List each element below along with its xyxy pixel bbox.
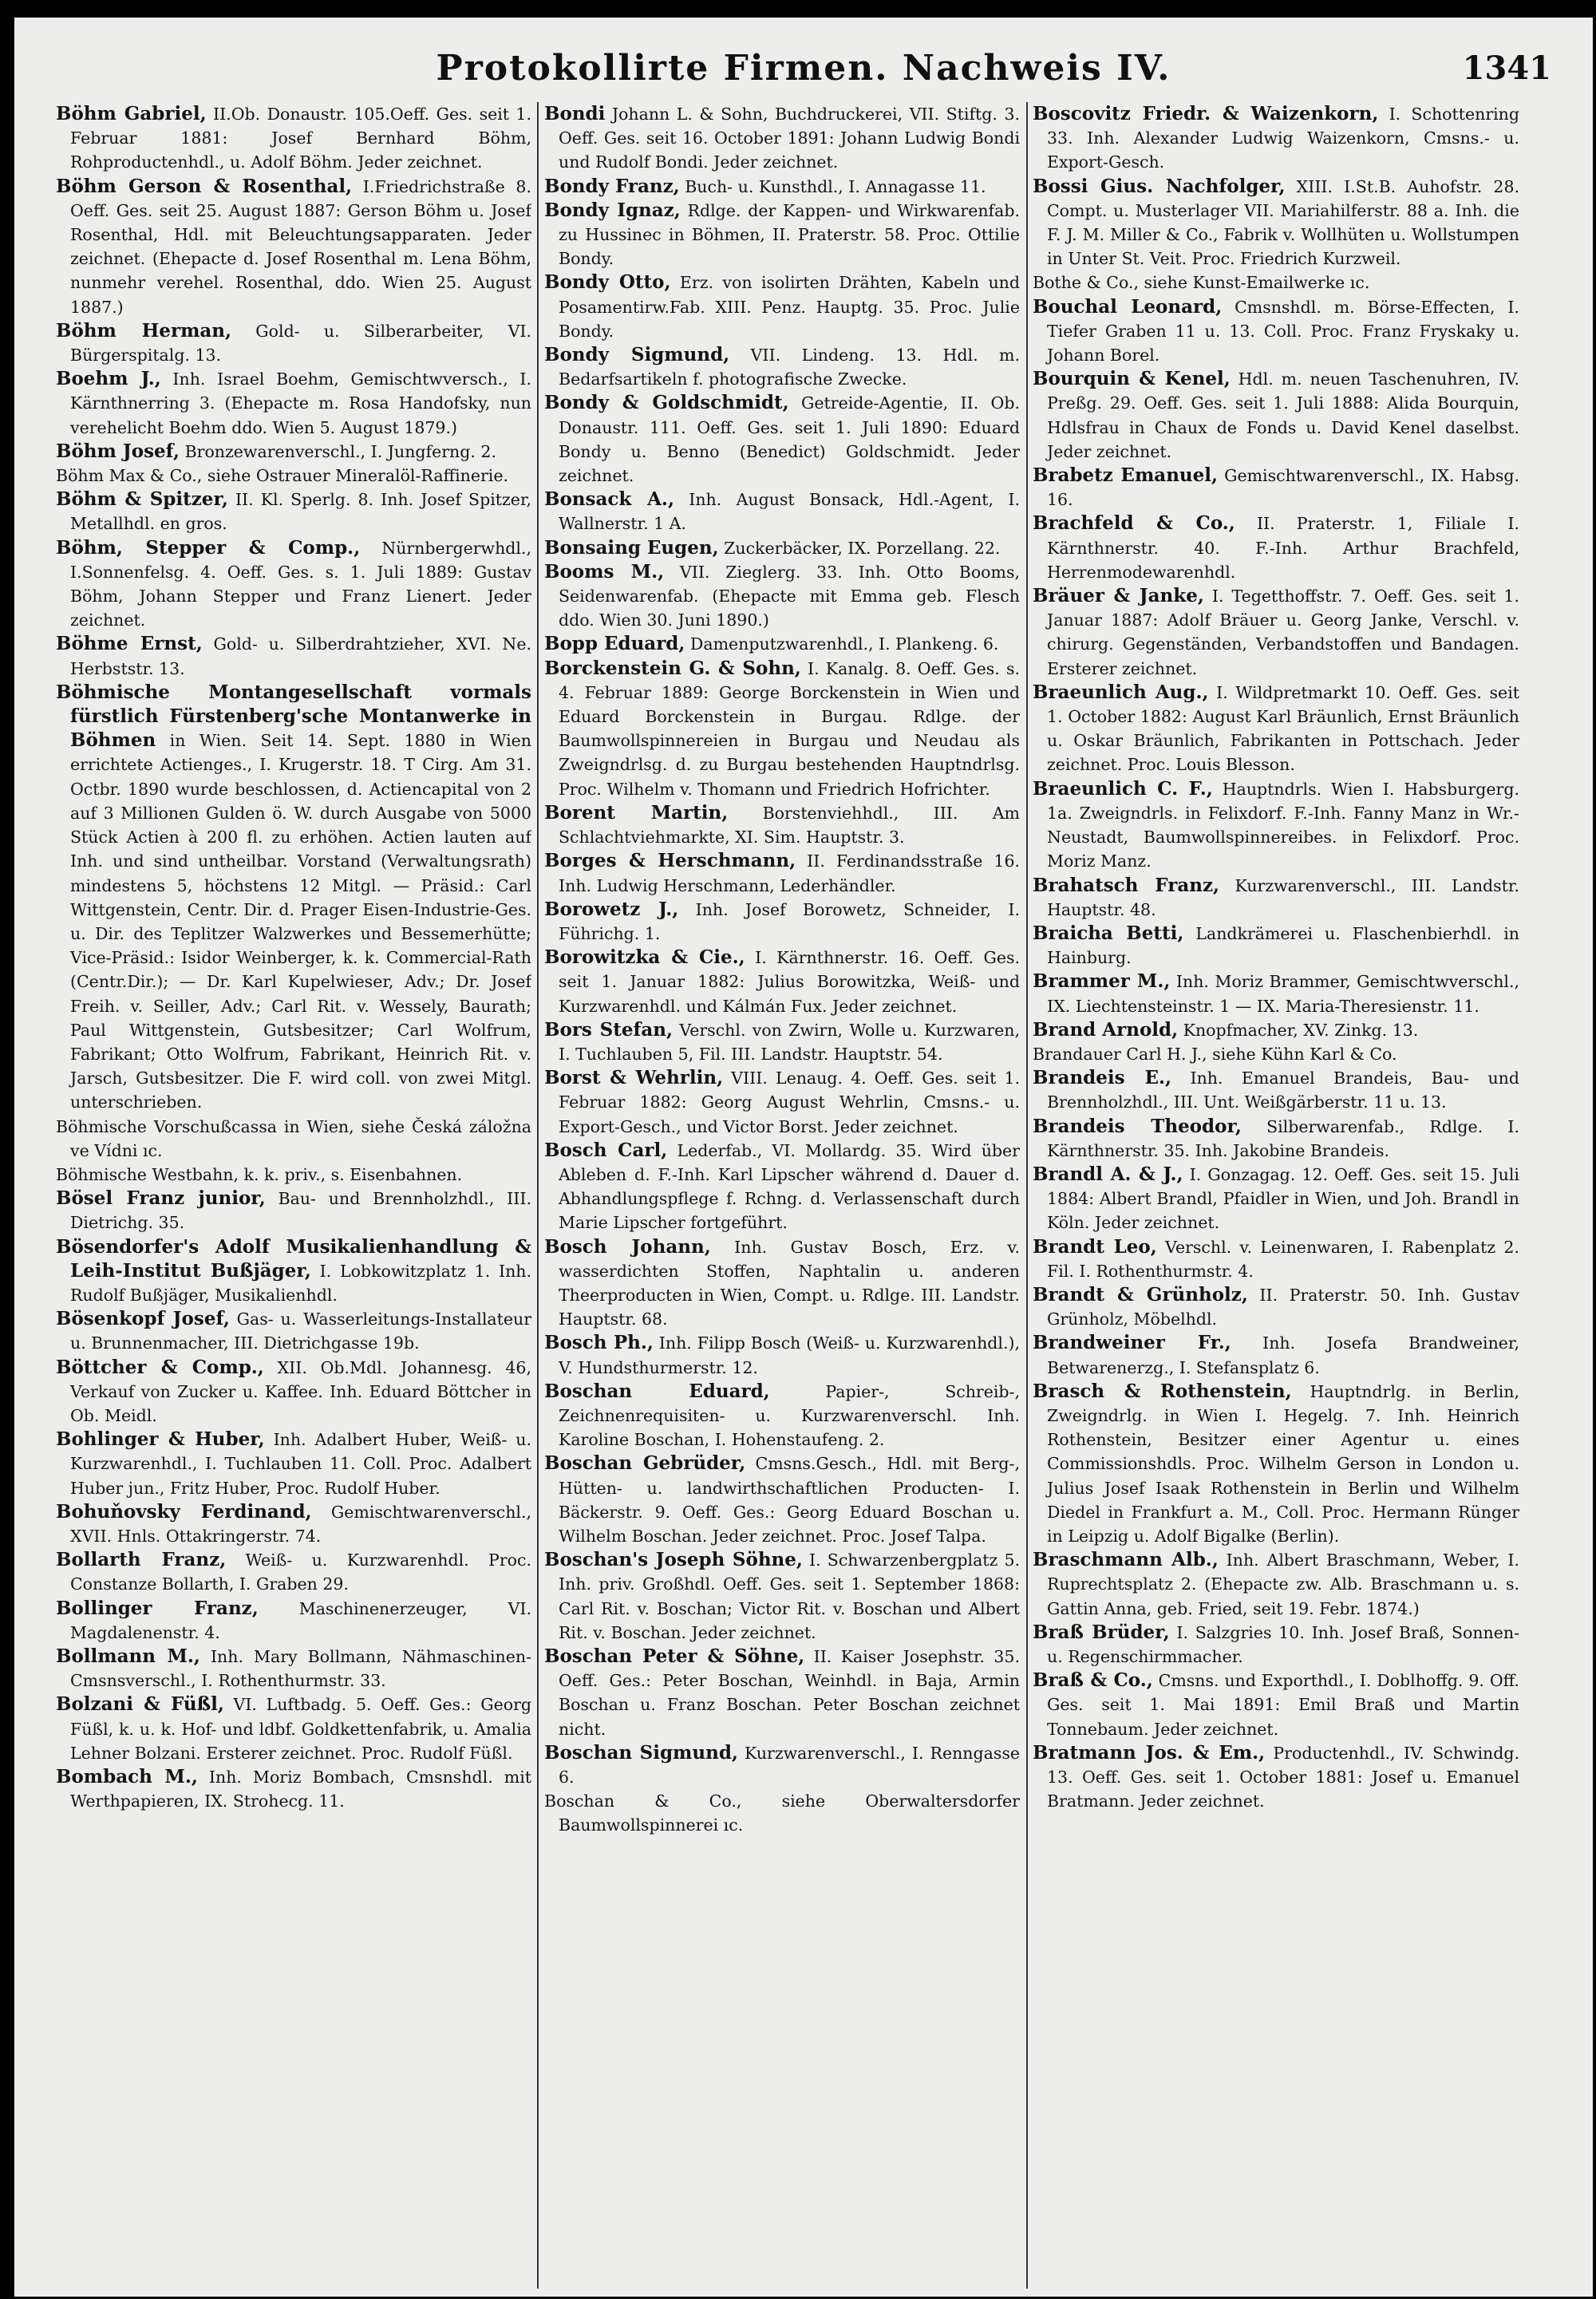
directory-entry: [1033, 1548, 1519, 1621]
directory-entry: [56, 1693, 531, 1765]
firm-name: Brandeis E.,: [1033, 1067, 1172, 1089]
entry-text: Productenhdl., IV. Schwindg. 13. Oeff. Ges. seit 1. October 1881: Josef u. Emanuel Bratmann. Jeder zeichnet.: [1047, 1743, 1519, 1811]
directory-entry: [544, 343, 1020, 391]
firm-name: Brahatsch Franz,: [1033, 874, 1220, 896]
entry-text: I. Salzgries 10. Inh. Josef Braß, Sonnen- u. Regenschirmmacher.: [1047, 1622, 1519, 1666]
entry-text: Brandauer Carl H. J., siehe Kühn Karl & Co.: [1033, 1044, 1397, 1064]
firm-name: Bourquin & Kenel,: [1033, 368, 1231, 390]
page-title: Protokollirte Firmen. Nachweis IV.: [436, 48, 1171, 89]
entry-text: I. Kärnthnerstr. 16. Oeff. Ges. seit 1. Januar 1882: Julius Borowitzka, Weiß- und Kurzwarenhdl. und Kálmán Fux. Jeder zeichnet.: [559, 948, 1020, 1016]
firm-name: Bohuňovsky Ferdinand,: [56, 1500, 312, 1523]
entry-text: Landkrämerei u. Flaschenbierhdl. in Hainburg.: [1047, 923, 1519, 968]
firm-name: Braeunlich Aug.,: [1033, 681, 1209, 703]
entry-text: Böhmische Westbahn, k. k. priv., s. Eisenbahnen.: [56, 1164, 463, 1184]
directory-entry: [56, 1163, 531, 1187]
entry-text: Zuckerbäcker, IX. Porzellang. 22.: [718, 538, 1001, 558]
directory-entry: [1033, 102, 1519, 175]
directory-entry: [1033, 1235, 1519, 1283]
firm-name: Brandeis Theodor,: [1033, 1115, 1242, 1137]
entry-text: Inh. Adalbert Huber, Weiß- u. Kurzwarenhdl., I. Tuchlauben 11. Coll. Proc. Adalbert Huber jun., Fritz Huber, Proc. Rudolf Huber.: [70, 1430, 531, 1498]
directory-entry: [56, 102, 531, 175]
firm-name: Braeunlich C. F.,: [1033, 777, 1213, 800]
entry-text: I. Tegetthoffstr. 7. Oeff. Ges. seit 1. Januar 1887: Adolf Bräuer u. Georg Janke, Verschl. v. chirurg. Gegenständen, Verbandstoffen und Bandagen. Ersterer zeichnet.: [1047, 587, 1519, 678]
firm-name: Braß Brüder,: [1033, 1621, 1170, 1643]
entry-text: Lederfab., VI. Mollardg. 35. Wird über Ableben d. F.-Inh. Karl Lipscher während d. Dauer d. Abhandlungspflege f. Rchng. d. Verlassenschaft durch Marie Lipscher fortgeführt.: [559, 1140, 1020, 1233]
firm-name: Brammer M.,: [1033, 970, 1171, 993]
column-middle: [544, 102, 1020, 2289]
directory-entry: [1033, 175, 1519, 271]
entry-text: XIII. I.St.B. Auhofstr. 28. Compt. u. Musterlager VII. Mariahilferstr. 88 a. Inh. die F. J. M. Miller & Co., Fabrik v. Wollhüten u. Wollstumpen in Unter St. Veit. Proc. Friedrich Kurzweil.: [1047, 176, 1519, 269]
entry-text: Erz. von isolirten Drähten, Kabeln und Posamentirw.Fab. XIII. Penz. Hauptg. 35. Proc. Julie Bondy.: [559, 273, 1020, 341]
firm-name: Boschan Sigmund,: [544, 1741, 738, 1764]
entry-text: Bronzewarenverschl., I. Jungferng. 2.: [180, 441, 496, 461]
firm-name: Boschan's Joseph Söhne,: [544, 1549, 803, 1571]
entry-text: I. Schwarzenbergplatz 5. Inh. priv. Großhdl. Oeff. Ges. seit 1. September 1868: Carl Rit. v. Boschan; Victor Rit. v. Boschan und Albert Rit. v. Boschan. Jeder zeichnet.: [559, 1550, 1020, 1642]
firm-name: Böhmische Montangesellschaft vormals fürstlich Fürstenberg'sche Montanwerke in Böhmen: [56, 681, 531, 752]
firm-name: Bolzani & Füßl,: [56, 1693, 224, 1716]
directory-entry: [1033, 367, 1519, 464]
directory-entry: [56, 1645, 531, 1693]
entry-text: Inh. Mary Bollmann, Nähmaschinen-Cmsnsverschl., I. Rothenthurmstr. 33.: [70, 1647, 531, 1691]
directory-entry: [544, 1789, 1020, 1837]
directory-entry: [1033, 1066, 1519, 1114]
column-divider: [537, 102, 539, 2289]
directory-entry: [56, 175, 531, 319]
directory-entry: [544, 1548, 1020, 1645]
firm-name: Boehm J.,: [56, 368, 161, 390]
firm-name: Böhm Gerson & Rosenthal,: [56, 175, 353, 197]
entry-text: II. Kaiser Josephstr. 35. Oeff. Ges.: Peter Boschan, Weinhdl. in Baja, Armin Boschan u. Franz Boschan. Peter Boschan zeichnet nicht.: [559, 1647, 1020, 1739]
firm-name: Brandl A. & J.,: [1033, 1163, 1183, 1185]
firm-name: Brabetz Emanuel,: [1033, 464, 1219, 487]
entry-text: Verschl. von Zwirn, Wolle u. Kurzwaren, I. Tuchlauben 5, Fil. III. Landstr. Hauptstr. 54.: [559, 1020, 1020, 1064]
directory-entry: [1033, 1621, 1519, 1669]
entry-text: Inh. Albert Braschmann, Weber, I. Ruprechtsplatz 2. (Ehepacte zw. Alb. Braschmann u. s. Gattin Anna, geb. Fried, seit 19. Febr. 1874.): [1047, 1550, 1519, 1618]
firm-name: Bondy Sigmund,: [544, 344, 730, 366]
directory-entry: [544, 657, 1020, 801]
firm-name: Bosch Carl,: [544, 1139, 668, 1161]
entry-text: Johann L. & Sohn, Buchdruckerei, VII. Stiftg. 3. Oeff. Ges. seit 16. October 1891: Johann Ludwig Bondi und Rudolf Bondi. Jeder zeichnet.: [559, 105, 1020, 172]
directory-entry: [56, 1548, 531, 1596]
firm-name: Bratmann Jos. & Em.,: [1033, 1741, 1266, 1764]
firm-name: Bondy Otto,: [544, 271, 671, 294]
firm-name: Boschan Gebrüder,: [544, 1452, 746, 1475]
directory-entry: [56, 681, 531, 1115]
directory-entry: [56, 1235, 531, 1308]
entry-text: I.Friedrichstraße 8. Oeff. Ges. seit 25. August 1887: Gerson Böhm u. Josef Rosenthal, Hdl. mit Beleuchtungsapparaten. Jeder zeichnet. (Ehepacte d. Josef Rosenthal m. Lena Böhm, nunmehr verehel. Rosenthal, ddo. Wien 25. August 1887.): [70, 176, 531, 317]
directory-entry: [1033, 1163, 1519, 1235]
directory-entry: [56, 319, 531, 367]
entry-text: I. Kanalg. 8. Oeff. Ges. s. 4. Februar 1889: George Borckenstein in Wien und Eduard Borckenstein in Burgau. Rdlge. der Baumwollspinnereien in Burgau und Neudau als Zweigndrlsg. d. zu Burgau bestehenden Hauptndrlsg. Proc. Wilhelm v. Thomann und Friedrich Hofrichter.: [559, 658, 1020, 799]
entry-text: II.Ob. Donaustr. 105.Oeff. Ges. seit 1. Februar 1881: Josef Bernhard Böhm, Rohproductenhdl., u. Adolf Böhm. Jeder zeichnet.: [70, 105, 531, 172]
entry-text: Inh. Moriz Bombach, Cmsnshdl. mit Werthpapieren, IX. Strohecg. 11.: [70, 1768, 531, 1811]
firm-name: Borckenstein G. & Sohn,: [544, 657, 801, 679]
entry-text: Inh. Josef Borowetz, Schneider, I. Führichg. 1.: [559, 899, 1020, 943]
firm-name: Borent Martin,: [544, 801, 729, 824]
entry-text: Rdlge. der Kappen- und Wirkwarenfab. zu Hussinec in Böhmen, II. Praterstr. 58. Proc. Ottilie Bondy.: [559, 200, 1020, 269]
entry-text: VII. Lindeng. 13. Hdl. m. Bedarfsartikeln f. photografische Zwecke.: [559, 346, 1020, 389]
firm-name: Boschan Peter & Söhne,: [544, 1645, 805, 1667]
directory-entry: [56, 1500, 531, 1548]
firm-name: Boschan Eduard,: [544, 1380, 770, 1402]
entry-text: Damenputzwarenhdl., I. Plankeng. 6.: [685, 634, 999, 654]
directory-entry: [1033, 874, 1519, 922]
entry-text: II. Praterstr. 1, Filiale I. Kärnthnerstr. 40. F.-Inh. Arthur Brachfeld, Herrenmodewarenhdl.: [1047, 514, 1519, 582]
directory-entry: [544, 1645, 1020, 1741]
firm-name: Bohlinger & Huber,: [56, 1428, 265, 1451]
entry-text: Getreide-Agentie, II. Ob. Donaustr. 111. Oeff. Ges. seit 1. Juli 1890: Eduard Bondy u. Benno (Benedict) Goldschmidt. Jeder zeichnet.: [559, 393, 1020, 486]
firm-name: Borowitzka & Cie.,: [544, 946, 745, 969]
firm-name: Braß & Co.,: [1033, 1669, 1153, 1692]
entry-text: Papier-, Schreib-, Zeichnenrequisiten- u. Kurzwarenverschl. Inh. Karoline Boschan, I. Hohenstaufeng. 2.: [559, 1381, 1020, 1450]
entry-text: Hauptndrlg. in Berlin, Zweigndrlg. in Wien I. Hegelg. 7. Inh. Heinrich Rothenstein, Besitzer einer Agentur u. eines Commissionshdls. Proc. Wilhelm Gerson in London u. Julius Josef Isaak Rothenstein in Berlin und Wilhelm Diedel in Frankfurt a. M., Coll. Proc. Hermann Rünger in Leipzig u. Adolf Bigalke (Berlin).: [1047, 1381, 1519, 1546]
directory-entry: [1033, 1115, 1519, 1163]
firm-name: Bosch Johann,: [544, 1235, 711, 1258]
directory-entry: [56, 1307, 531, 1355]
firm-name: Bonsack A.,: [544, 488, 674, 511]
directory-entry: [56, 464, 531, 488]
entry-text: I. Gonzagag. 12. Oeff. Ges. seit 15. Juli 1884: Albert Brandl, Pfaidler in Wien, und Joh. Brandl in Köln. Jeder zeichnet.: [1047, 1164, 1519, 1233]
entry-text: Kurzwarenverschl., III. Landstr. Hauptstr. 48.: [1047, 875, 1519, 919]
entry-text: Gold- u. Silberarbeiter, VI. Bürgerspitalg. 13.: [70, 321, 531, 365]
directory-entry: [544, 1066, 1020, 1139]
firm-name: Bondy & Goldschmidt,: [544, 392, 789, 414]
firm-name: Böhm & Spitzer,: [56, 488, 228, 511]
directory-entry: [544, 199, 1020, 271]
directory-entry: [544, 1741, 1020, 1789]
entry-text: Cmsns.Gesch., Hdl. mit Berg-, Hütten- u. landwirthschaftlichen Producten- I. Bäckerstr. 9. Oeff. Ges.: Georg Eduard Boschan u. Wilhelm Boschan. Jeder zeichnet. Proc. Josef Talpa.: [559, 1454, 1020, 1546]
firm-name: Bors Stefan,: [544, 1018, 674, 1041]
entry-text: II. Kl. Sperlg. 8. Inh. Josef Spitzer, Metallhdl. en gros.: [70, 490, 531, 534]
directory-entry: [544, 1235, 1020, 1332]
firm-name: Bondi: [544, 103, 606, 124]
directory-entry: [1033, 1741, 1519, 1814]
entry-text: Bau- und Brennholzhdl., III. Dietrichg. 35.: [70, 1189, 531, 1233]
entry-text: Verschl. v. Leinenwaren, I. Rabenplatz 2. Fil. I. Rothenthurmstr. 4.: [1047, 1237, 1519, 1281]
firm-name: Brandt & Grünholz,: [1033, 1283, 1248, 1306]
firm-name: Bösel Franz junior,: [56, 1187, 266, 1210]
firm-name: Booms M.,: [544, 560, 665, 583]
entry-text: VII. Zieglerg. 33. Inh. Otto Booms, Seidenwarenfab. (Ehepacte mit Emma geb. Flesch ddo. Wien 30. Juni 1890.): [559, 562, 1020, 630]
firm-name: Bossi Gius. Nachfolger,: [1033, 175, 1286, 197]
firm-name: Braschmann Alb.,: [1033, 1549, 1219, 1571]
firm-name: Bopp Eduard,: [544, 633, 685, 655]
firm-name: Brasch & Rothenstein,: [1033, 1380, 1292, 1402]
entry-text: Inh. Moriz Brammer, Gemischtwverschl., IX. Liechtensteinstr. 1 — IX. Maria-Theresienstr. 11.: [1047, 972, 1519, 1016]
directory-entry: [1033, 777, 1519, 874]
firm-name: Bösenkopf Josef,: [56, 1308, 230, 1330]
directory-entry: [1033, 464, 1519, 512]
directory-entry: [1033, 970, 1519, 1017]
firm-name: Bollarth Franz,: [56, 1549, 227, 1571]
firm-name: Brachfeld & Co.,: [1033, 512, 1235, 535]
page-header: [14, 18, 1593, 105]
entry-text: Kurzwarenverschl., I. Renngasse 6.: [559, 1743, 1020, 1787]
entry-text: Hauptndrls. Wien I. Habsburgerg. 1a. Zweigndrls. in Felixdorf. F.-Inh. Fanny Manz in Wr.-Neustadt, Baumwollspinnereibes. in Felixdorf. Proc. Moriz Manz.: [1047, 779, 1519, 871]
entry-text: Maschinenerzeuger, VI. Magdalenenstr. 4.: [70, 1598, 531, 1642]
directory-entry: [56, 367, 531, 440]
directory-entry: [544, 632, 1020, 656]
entry-text: VI. Luftbadg. 5. Oeff. Ges.: Georg Füßl, k. u. k. Hof- und ldbf. Goldkettenfabrik, u. Amalia Lehner Bolzani. Ersterer zeichnet. Proc. Rudolf Füßl.: [70, 1695, 531, 1763]
entry-text: II. Ferdinandsstraße 16. Inh. Ludwig Herschmann, Lederhändler.: [559, 851, 1020, 895]
directory-entry: [544, 102, 1020, 175]
entry-text: Gemischtwarenverschl., XVII. Hnls. Ottakringerstr. 74.: [70, 1502, 531, 1546]
entry-text: Cmsnshdl. m. Börse-Effecten, I. Tiefer Graben 11 u. 13. Coll. Proc. Franz Fryskaky u. Johann Borel.: [1047, 297, 1519, 365]
firm-name: Borges & Herschmann,: [544, 850, 796, 872]
firm-name: Bosch Ph.,: [544, 1332, 654, 1354]
firm-name: Böhm Gabriel,: [56, 103, 207, 124]
firm-name: Brand Arnold,: [1033, 1018, 1179, 1041]
entry-text: Hdl. m. neuen Taschenuhren, IV. Preßg. 29. Oeff. Ges. seit 1. Juli 1888: Alida Bourquin, Hdlsfrau in Chaux de Fonds u. David Kenel daselbst. Jeder zeichnet.: [1047, 369, 1519, 461]
firm-name: Bösendorfer's Adolf Musikalienhandlung & Leih-Institut Bußjäger,: [56, 1235, 531, 1282]
directory-entry: [1033, 681, 1519, 777]
directory-entry: [544, 946, 1020, 1018]
directory-entry: [56, 1115, 531, 1163]
column-right: [1033, 102, 1519, 2289]
firm-name: Brandweiner Fr.,: [1033, 1332, 1231, 1354]
directory-entry: [1033, 271, 1519, 294]
directory-entry: [544, 849, 1020, 897]
entry-text: Inh. Gustav Bosch, Erz. v. wasserdichten Stoffen, Naphtalin u. anderen Theerproducten in Wien, Compt. u. Rdlge. III. Landstr. Hauptstr. 68.: [559, 1237, 1020, 1329]
directory-entry: [56, 536, 531, 633]
entry-text: Bothe & Co., siehe Kunst-Emailwerke ıc.: [1033, 273, 1370, 293]
entry-text: Inh. Josefa Brandweiner, Betwarenerzg., I. Stefansplatz 6.: [1047, 1333, 1519, 1377]
entry-text: Inh. August Bonsack, Hdl.-Agent, I. Wallnerstr. 1 A.: [559, 490, 1020, 534]
firm-name: Böhm Josef,: [56, 440, 180, 462]
directory-entry: [1033, 1380, 1519, 1548]
firm-name: Bollmann M.,: [56, 1645, 200, 1667]
firm-name: Böhm, Stepper & Comp.,: [56, 536, 361, 559]
directory-entry: [544, 1139, 1020, 1235]
entry-text: I. Lobkowitzplatz 1. Inh. Rudolf Bußjäger, Musikalienhdl.: [70, 1261, 531, 1305]
directory-entry: [1033, 584, 1519, 681]
directory-entry: [544, 271, 1020, 343]
directory-entry: [56, 1765, 531, 1813]
entry-text: Inh. Israel Boehm, Gemischtwversch., I. Kärnthnerring 3. (Ehepacte m. Rosa Handofsky, nun verehelicht Boehm ddo. Wien 5. August 1879.): [70, 369, 531, 437]
firm-name: Borst & Wehrlin,: [544, 1067, 724, 1089]
directory-entry: [1033, 1018, 1519, 1042]
entry-text: Nürnbergerwhdl., I.Sonnenfelsg. 4. Oeff. Ges. s. 1. Juli 1889: Gustav Böhm, Johann Stepper und Franz Lienert. Jeder zeichnet.: [70, 538, 531, 630]
directory-entry: [544, 1018, 1020, 1066]
firm-name: Bonsaing Eugen,: [544, 536, 719, 559]
firm-name: Boscovitz Friedr. & Waizenkorn,: [1033, 103, 1379, 124]
firm-name: Bräuer & Janke,: [1033, 585, 1204, 607]
directory-entry: [544, 1331, 1020, 1379]
firm-name: Bombach M.,: [56, 1766, 198, 1788]
directory-entry: [544, 1380, 1020, 1452]
entry-text: Weiß- u. Kurzwarenhdl. Proc. Constanze Bollarth, I. Graben 29.: [70, 1550, 531, 1594]
directory-entry: [56, 440, 531, 464]
entry-text: VIII. Lenaug. 4. Oeff. Ges. seit 1. Februar 1882: Georg August Wehrlin, Cmsns.- u. Export-Gesch., und Victor Borst. Jeder zeichnet.: [559, 1069, 1020, 1136]
directory-entry: [56, 488, 531, 535]
entry-text: I. Schottenring 33. Inh. Alexander Ludwig Waizenkorn, Cmsns.- u. Export-Gesch.: [1047, 105, 1519, 172]
directory-entry: [1033, 1042, 1519, 1066]
firm-name: Braicha Betti,: [1033, 922, 1184, 944]
directory-entry: [544, 488, 1020, 535]
entry-text: Gold- u. Silberdrahtzieher, XVI. Ne. Herbststr. 13.: [70, 634, 531, 678]
directory-entry: [544, 536, 1020, 560]
directory-entry: [544, 801, 1020, 849]
directory-entry: [56, 1187, 531, 1234]
entry-text: Knopfmacher, XV. Zinkg. 13.: [1178, 1020, 1419, 1040]
directory-entry: [544, 898, 1020, 946]
entry-text: Cmsns. und Exporthdl., I. Doblhoffg. 9. Off. Ges. seit 1. Mai 1891: Emil Braß und Martin Tonnebaum. Jeder zeichnet.: [1047, 1671, 1519, 1739]
entry-text: XII. Ob.Mdl. Johannesg. 46, Verkauf von Zucker u. Kaffee. Inh. Eduard Böttcher in Ob. Meidl.: [70, 1357, 531, 1425]
directory-entry: [56, 632, 531, 680]
directory-entry: [1033, 1669, 1519, 1741]
firm-name: Böhm Herman,: [56, 319, 232, 342]
entry-text: Böhmische Vorschußcassa in Wien, siehe Česká záložna ve Vídni ıc.: [56, 1116, 531, 1160]
column-divider: [1026, 102, 1028, 2289]
entry-text: Böhm Max & Co., siehe Ostrauer Mineralöl-Raffinerie.: [56, 466, 509, 486]
directory-entry: [56, 1597, 531, 1645]
directory-entry: [544, 1452, 1020, 1548]
entry-text: Boschan & Co., siehe Oberwaltersdorfer Baumwollspinnerei ıc.: [544, 1791, 1020, 1835]
firm-name: Bondy Franz,: [544, 175, 680, 197]
directory-entry: [1033, 922, 1519, 970]
firm-name: Böhme Ernst,: [56, 633, 203, 655]
directory-entry: [544, 175, 1020, 199]
directory-entry: [56, 1356, 531, 1428]
entry-text: II. Praterstr. 50. Inh. Gustav Grünholz, Möbelhdl.: [1047, 1285, 1519, 1329]
column-left: [56, 102, 531, 2289]
directory-entry: [1033, 1331, 1519, 1379]
entry-text: Inh. Emanuel Brandeis, Bau- und Brennholzhdl., III. Unt. Weißgärberstr. 11 u. 13.: [1047, 1069, 1519, 1112]
entry-text: Gas- u. Wasserleitungs-Installateur u. Brunnenmacher, III. Dietrichgasse 19b.: [70, 1309, 531, 1353]
entry-text: I. Wildpretmarkt 10. Oeff. Ges. seit 1. October 1882: August Karl Bräunlich, Ernst Bräunlich u. Oskar Bräunlich, Fabrikanten in Pottschach. Jeder zeichnet. Proc. Louis Blesson.: [1047, 682, 1519, 775]
directory-entry: [56, 1428, 531, 1500]
firm-name: Bouchal Leonard,: [1033, 295, 1223, 318]
entry-text: Buch- u. Kunsthdl., I. Annagasse 11.: [679, 176, 986, 196]
page-number: 1341: [1462, 49, 1551, 87]
firm-name: Böttcher & Comp.,: [56, 1356, 264, 1378]
firm-name: Bollinger Franz,: [56, 1597, 259, 1619]
entry-text: in Wien. Seit 14. Sept. 1880 in Wien errichtete Actienges., I. Krugerstr. 18. T Cirg. Am 31. Octbr. 1890 wurde beschlossen, d. Actiencapital von 2 auf 3 Millionen Gulden ö. W. durch Ausgabe von 5000 Stück Actien à 200 fl. zu erhöhen. Actien lauten auf Inh. und sind untheilbar. Vorstand (Verwaltungsrath) mindestens 5, höchstens 12 Mitgl. — Präsid.: Carl Wittgenstein, Centr. Dir. d. Prager Eisen-Industrie-Ges. u. Dir. des Teplitzer Walzwerkes und Bessemerhütte; Vice-Präsid.: Isidor Weinberger, k. k. Commercial-Rath (Centr.Dir.); — Dr. Karl Kupelwieser, Adv.; Dr. Josef Freih. v. Seiller, Adv.; Carl Rit. v. Wessely, Baurath; Paul Wittgenstein, Gutsbesitzer; Carl Wolfrum, Fabrikant; Otto Wolfrum, Fabrikant, Heinrich Rit. v. Jarsch, Gutsbesitzer. Die F. wird coll. von zwei Mitgl. unterschrieben.: [70, 731, 531, 1112]
firm-name: Brandt Leo,: [1033, 1235, 1157, 1258]
entry-text: Inh. Filipp Bosch (Weiß- u. Kurzwarenhdl.), V. Hundsthurmerstr. 12.: [559, 1333, 1020, 1377]
directory-entry: [1033, 512, 1519, 584]
entry-text: Silberwarenfab., Rdlge. I. Kärnthnerstr. 35. Inh. Jakobine Brandeis.: [1047, 1116, 1519, 1160]
entry-text: Borstenviehhdl., III. Am Schlachtviehmarkte, XI. Sim. Hauptstr. 3.: [559, 803, 1020, 847]
firm-name: Bondy Ignaz,: [544, 199, 681, 221]
directory-entry: [1033, 1283, 1519, 1331]
entry-text: Gemischtwarenverschl., IX. Habsg. 16.: [1047, 466, 1519, 510]
directory-entry: [544, 560, 1020, 633]
directory-entry: [544, 391, 1020, 488]
firm-name: Borowetz J.,: [544, 898, 679, 920]
directory-entry: [1033, 295, 1519, 368]
